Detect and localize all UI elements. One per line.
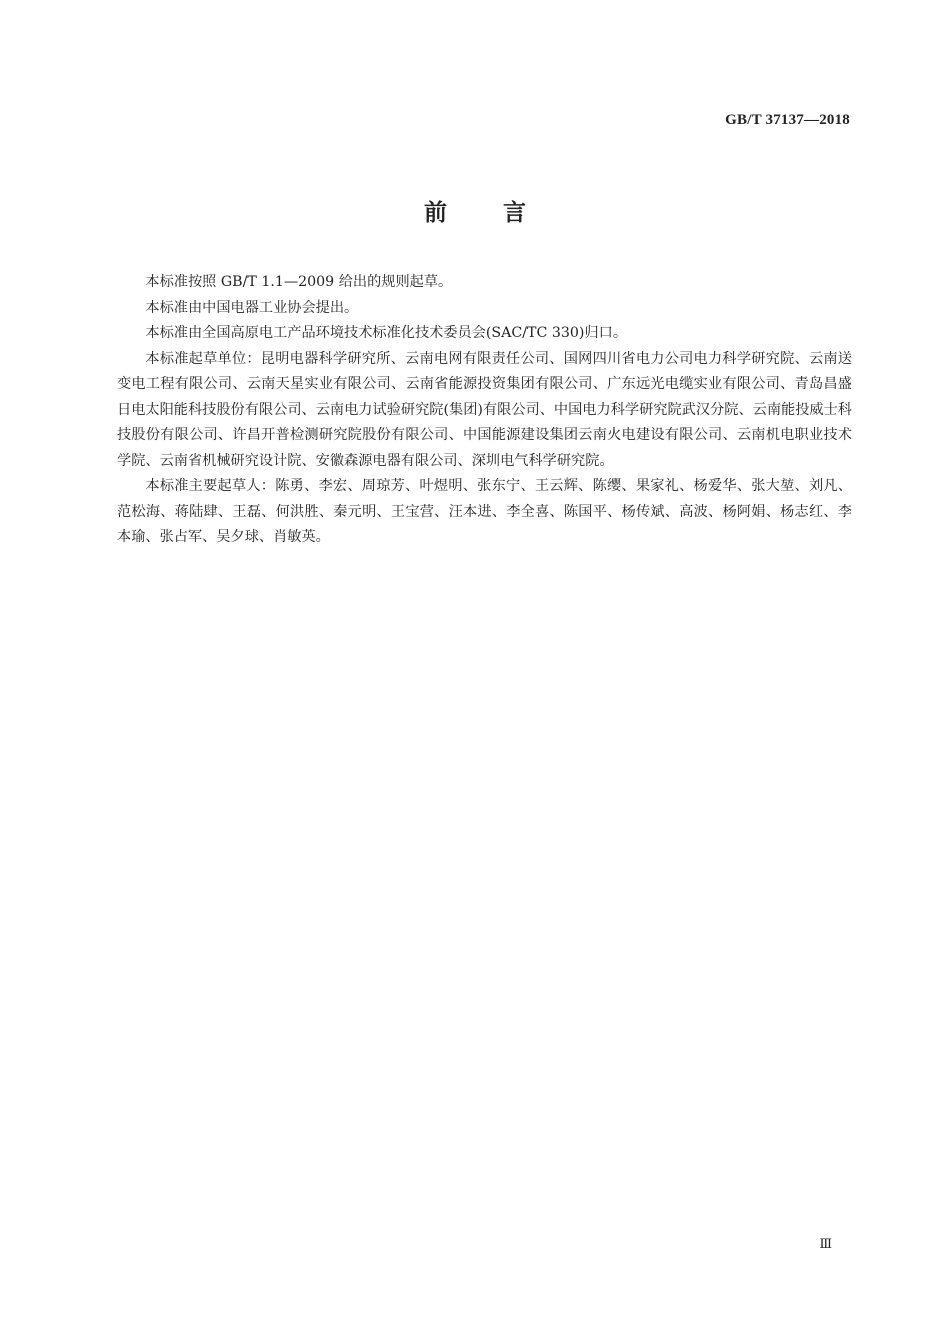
document-body [117, 270, 852, 551]
page-number: Ⅲ [819, 1236, 832, 1251]
paragraph-proposer: 本标准由中国电器工业协会提出。 [145, 299, 359, 316]
standard-code: GB/T 37137—2018 [725, 112, 850, 128]
paragraph-drafting-rules: 本标准按照 GB/T 1.1—2009 给出的规则起草。 [145, 274, 453, 290]
paragraph-committee: 本标准由全国高原电工产品环境技术标准化技术委员会(SAC/TC 330)归口。 [145, 325, 628, 341]
paragraph-main-drafters: 本标准主要起草人：陈勇、李宏、周琼芳、叶煜明、张东宁、王云辉、陈缨、果家礼、杨爱华、张大堃、刘凡、范松海、蒋陆肆、王磊、何洪胜、秦元明、王宝营、汪本进、李全喜、陈国平、杨传斌、高波、杨阿娟、杨志红、李本瑜、张占军、吴夕球、肖敏英。 [117, 478, 852, 545]
page-title: 前言 [424, 200, 582, 226]
paragraph-drafting-units: 本标准起草单位：昆明电器科学研究所、云南电网有限责任公司、国网四川省电力公司电力科学研究院、云南送变电工程有限公司、云南天星实业有限公司、云南省能源投资集团有限公司、广东远光电缆实业有限公司、青岛昌盛日电太阳能科技股份有限公司、云南电力试验研究院(集团)有限公司、中国电力科学研究院武汉分院、云南能投威士科技股份有限公司、许昌开普检测研究院股份有限公司、中国能源建设集团云南火电建设有限公司、云南机电职业技术学院、云南省机械研究设计院、安徽森源电器有限公司、深圳电气科学研究院。 [117, 350, 852, 469]
